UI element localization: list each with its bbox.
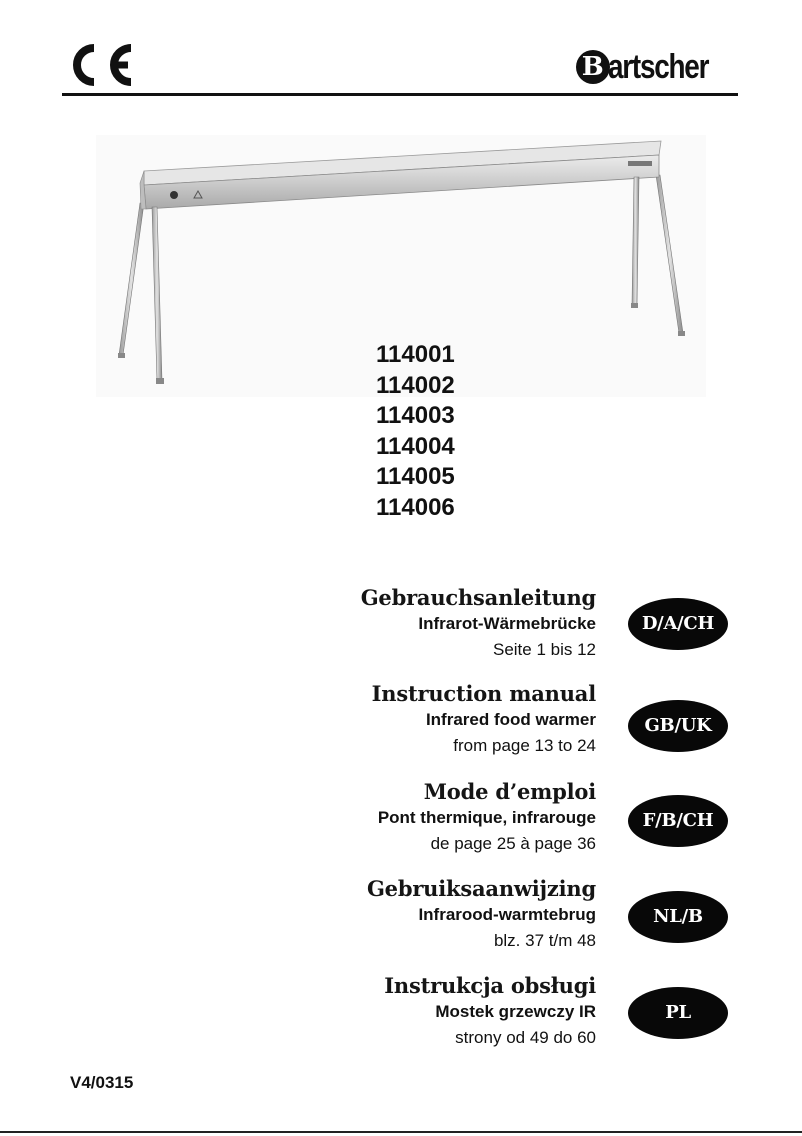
section-page-range: from page 13 to 24 [453, 736, 596, 755]
language-badge-gb: GB/UK [628, 700, 728, 752]
brand-initial: B [576, 50, 610, 84]
section-subtitle: Infrarood-warmtebrug [418, 905, 596, 924]
model-number: 114002 [376, 371, 455, 399]
header-rule [62, 93, 738, 96]
manual-section-nl [176, 876, 596, 954]
language-badge-de: D/A/CH [628, 598, 728, 650]
brand-name: artscher [607, 47, 709, 86]
section-page-range: de page 25 à page 36 [430, 834, 596, 853]
section-page-range: strony od 49 do 60 [455, 1028, 596, 1047]
section-title: Instruction manual [371, 681, 596, 706]
section-title: Mode d’emploi [423, 779, 596, 804]
section-subtitle: Mostek grzewczy IR [435, 1002, 596, 1021]
section-subtitle: Pont thermique, infrarouge [377, 808, 596, 827]
model-number: 114005 [376, 463, 455, 490]
manual-section-fr [176, 779, 596, 857]
ce-mark-logo [64, 40, 136, 90]
model-number: 114006 [376, 493, 455, 521]
section-subtitle: Infrared food warmer [425, 710, 596, 729]
section-page-range: Seite 1 bis 12 [492, 640, 596, 659]
section-page-range: blz. 37 t/m 48 [493, 931, 596, 950]
manual-section-gb [176, 681, 596, 759]
section-title: Gebruiksaanwijzing [366, 876, 596, 901]
manual-section-pl [176, 973, 596, 1051]
model-number-list [376, 340, 455, 523]
bartscher-logo [576, 44, 730, 90]
model-number: 114003 [376, 402, 455, 429]
document-version: V4/0315 [70, 1073, 134, 1092]
footer-rule [0, 1131, 802, 1133]
model-number: 114004 [376, 432, 455, 460]
manual-section-de [176, 585, 596, 663]
model-number: 114001 [376, 341, 455, 368]
language-badge-fr: F/B/CH [628, 795, 728, 847]
section-title: Instrukcja obsługi [384, 973, 596, 998]
section-subtitle: Infrarot-Wärmebrücke [418, 614, 596, 633]
section-title: Gebrauchsanleitung [360, 585, 596, 610]
language-badge-pl: PL [628, 987, 728, 1039]
language-badge-nl: NL/B [628, 891, 728, 943]
